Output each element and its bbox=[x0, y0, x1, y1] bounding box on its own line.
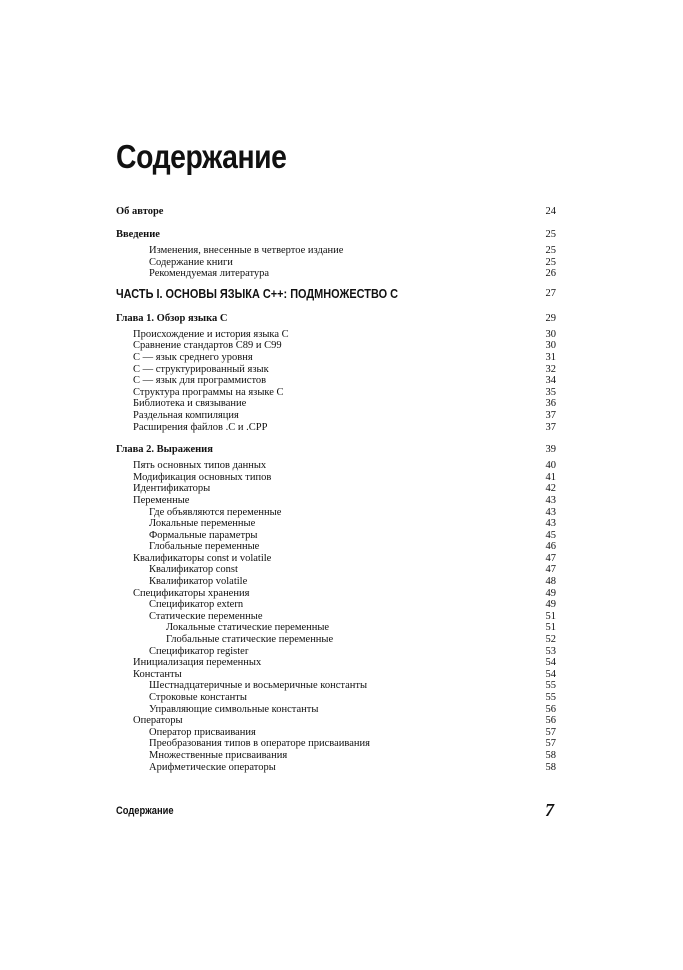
toc-entry-title: Переменные bbox=[133, 494, 190, 506]
toc-entry-title: Спецификатор extern bbox=[149, 599, 244, 611]
toc-entry[interactable] bbox=[116, 669, 556, 681]
toc-entry-title: Оператор присваивания bbox=[149, 726, 256, 738]
toc-entry[interactable] bbox=[116, 387, 556, 399]
toc-entry[interactable] bbox=[116, 611, 556, 623]
toc-entry-page: 31 bbox=[545, 351, 556, 363]
toc-entry-page: 55 bbox=[545, 692, 556, 703]
toc-entry-page: 43 bbox=[545, 506, 556, 518]
toc-entry-page: 43 bbox=[545, 518, 556, 530]
toc-entry[interactable] bbox=[116, 715, 556, 727]
toc-entry[interactable] bbox=[116, 375, 556, 387]
page-title: Содержание bbox=[116, 138, 287, 175]
toc-entry-page: 37 bbox=[545, 409, 556, 421]
toc-entry-title: Константы bbox=[133, 668, 182, 680]
toc-entry-title: C — язык среднего уровня bbox=[133, 351, 253, 363]
toc-entry-title: Арифметические операторы bbox=[149, 761, 276, 773]
toc-entry-page: 49 bbox=[545, 599, 556, 611]
toc-entry-title: Где объявляются переменные bbox=[149, 506, 282, 518]
toc-entry[interactable] bbox=[116, 727, 556, 739]
toc-entry-title: Изменения, внесенные в четвертое издание bbox=[149, 245, 344, 256]
toc-entry[interactable] bbox=[116, 692, 556, 704]
toc-entry-title: Введение bbox=[116, 229, 160, 240]
toc-chapter-heading[interactable] bbox=[116, 312, 556, 325]
toc-entry-title: Формальные параметры bbox=[149, 529, 258, 541]
toc-entry-page: 47 bbox=[545, 564, 556, 576]
toc-entry-page: 51 bbox=[545, 610, 556, 622]
toc-entry-page: 43 bbox=[545, 494, 556, 506]
toc-entry[interactable] bbox=[116, 422, 556, 434]
toc-entry-page: 29 bbox=[545, 312, 556, 324]
toc-entry-title: Квалификатор const bbox=[149, 564, 238, 576]
toc-entry-page: 25 bbox=[545, 229, 556, 240]
toc-entry[interactable] bbox=[116, 646, 556, 658]
toc-entry-title: Об авторе bbox=[116, 206, 164, 217]
toc-entry-title: C — структурированный язык bbox=[133, 363, 269, 375]
toc-entry-title: Раздельная компиляция bbox=[133, 409, 239, 421]
toc-entry-title: ЧАСТЬ I. ОСНОВЫ ЯЗЫКА C++: ПОДМНОЖЕСТВО C bbox=[116, 285, 398, 301]
toc-entry[interactable] bbox=[116, 750, 556, 762]
toc-entry[interactable] bbox=[116, 704, 556, 716]
toc-entry-page: 53 bbox=[545, 645, 556, 657]
toc-entry-page: 45 bbox=[545, 529, 556, 541]
toc-entry[interactable] bbox=[116, 364, 556, 376]
toc-entry-page: 48 bbox=[545, 576, 556, 588]
toc-entry-title: Сравнение стандартов C89 и C99 bbox=[133, 340, 282, 352]
toc-entry-title: Идентификаторы bbox=[133, 483, 211, 495]
toc-entry-about-author[interactable] bbox=[116, 206, 556, 218]
toc-entry-title: Модификация основных типов bbox=[133, 471, 272, 483]
toc-entry-title: Пять основных типов данных bbox=[133, 460, 267, 472]
toc-entry-page: 26 bbox=[545, 268, 556, 280]
toc-entry-page: 47 bbox=[545, 552, 556, 564]
toc-entry[interactable] bbox=[116, 268, 556, 280]
toc-entry-page: 57 bbox=[545, 726, 556, 738]
toc-entry-title: Шестнадцатеричные и восьмеричные константы bbox=[149, 680, 367, 692]
toc-entry[interactable] bbox=[116, 257, 556, 269]
toc-entry[interactable] bbox=[116, 738, 556, 750]
toc-entry-page: 32 bbox=[545, 363, 556, 375]
toc-entry-title: Спецификаторы хранения bbox=[133, 587, 250, 599]
toc-entry[interactable] bbox=[116, 460, 556, 472]
table-of-contents bbox=[116, 200, 556, 773]
toc-entry[interactable] bbox=[116, 657, 556, 669]
toc-entry[interactable] bbox=[116, 340, 556, 352]
toc-entry-page: 42 bbox=[545, 483, 556, 495]
toc-entry-page: 58 bbox=[545, 749, 556, 761]
toc-entry[interactable] bbox=[116, 410, 556, 422]
toc-entry-title: Квалификатор volatile bbox=[149, 576, 248, 588]
toc-entry[interactable] bbox=[116, 576, 556, 588]
toc-entry-page: 39 bbox=[545, 444, 556, 456]
toc-entry-page: 37 bbox=[545, 421, 556, 433]
toc-entry-page: 25 bbox=[545, 245, 556, 256]
toc-entry[interactable] bbox=[116, 634, 556, 646]
toc-entry-page: 35 bbox=[545, 386, 556, 398]
toc-entry-title: Глобальные переменные bbox=[149, 541, 260, 553]
toc-entry[interactable] bbox=[116, 245, 556, 257]
toc-entry-title: Библиотека и связывание bbox=[133, 398, 247, 410]
toc-entry[interactable] bbox=[116, 541, 556, 553]
toc-entry-page: 55 bbox=[545, 680, 556, 692]
toc-entry-page: 57 bbox=[545, 738, 556, 750]
toc-entry-page: 25 bbox=[545, 256, 556, 268]
toc-entry[interactable] bbox=[116, 495, 556, 507]
toc-entry-page: 34 bbox=[545, 375, 556, 387]
toc-entry-title: Глава 2. Выражения bbox=[116, 444, 213, 456]
toc-entry[interactable] bbox=[116, 472, 556, 484]
toc-entry-title: Глава 1. Обзор языка C bbox=[116, 312, 228, 324]
toc-entry[interactable] bbox=[116, 622, 556, 634]
toc-entry-title: C — язык для программистов bbox=[133, 375, 267, 387]
toc-entry[interactable] bbox=[116, 553, 556, 565]
toc-entry[interactable] bbox=[116, 398, 556, 410]
toc-entry-page: 30 bbox=[545, 340, 556, 352]
toc-entry-page: 40 bbox=[545, 460, 556, 472]
toc-entry-title: Глобальные статические переменные bbox=[166, 634, 334, 646]
toc-entry-title: Структура программы на языке C bbox=[133, 386, 284, 398]
toc-entry[interactable] bbox=[116, 483, 556, 495]
toc-entry-page: 30 bbox=[545, 328, 556, 340]
toc-entry-title: Управляющие символьные константы bbox=[149, 703, 319, 715]
toc-entry-title: Множественные присваивания bbox=[149, 749, 288, 761]
toc-entry-page: 41 bbox=[545, 471, 556, 483]
toc-entry-title: Преобразования типов в операторе присваивания bbox=[149, 738, 370, 750]
toc-entry-page: 36 bbox=[545, 398, 556, 410]
toc-entry-page: 27 bbox=[545, 287, 556, 299]
toc-entry[interactable] bbox=[116, 530, 556, 542]
toc-entry-page: 51 bbox=[545, 622, 556, 634]
toc-entry-page: 24 bbox=[545, 206, 556, 217]
toc-entry[interactable] bbox=[116, 507, 556, 519]
toc-entry-page: 52 bbox=[545, 634, 556, 646]
toc-entry-page: 56 bbox=[545, 703, 556, 715]
toc-entry-title: Рекомендуемая литература bbox=[149, 268, 270, 280]
toc-entry[interactable] bbox=[116, 564, 556, 576]
toc-entry-title: Локальные переменные bbox=[149, 518, 256, 530]
toc-entry[interactable] bbox=[116, 588, 556, 600]
toc-entry-page: 54 bbox=[545, 657, 556, 669]
toc-entry-title: Происхождение и история языка C bbox=[133, 328, 289, 340]
toc-entry-title: Расширения файлов .C и .CPP bbox=[133, 421, 268, 433]
toc-entry-title: Спецификатор register bbox=[149, 645, 249, 657]
toc-entry-title: Операторы bbox=[133, 715, 183, 727]
toc-entry-title: Квалификаторы const и volatile bbox=[133, 552, 272, 564]
toc-entry-title: Строковые константы bbox=[149, 692, 247, 703]
toc-entry-title: Локальные статические переменные bbox=[166, 622, 330, 634]
toc-entry-page: 49 bbox=[545, 587, 556, 599]
toc-entry[interactable] bbox=[116, 329, 556, 341]
toc-entry[interactable] bbox=[116, 599, 556, 611]
toc-entry-title: Содержание книги bbox=[149, 256, 233, 268]
toc-entry-page: 56 bbox=[545, 715, 556, 727]
toc-entry-title: Инициализация переменных bbox=[133, 657, 262, 669]
toc-entry-title: Статические переменные bbox=[149, 610, 263, 622]
toc-entry-page: 46 bbox=[545, 541, 556, 553]
toc-chapter-heading[interactable] bbox=[116, 443, 556, 456]
toc-entry-page: 54 bbox=[545, 668, 556, 680]
footer-page-number: 7 bbox=[545, 800, 554, 820]
toc-entry[interactable] bbox=[116, 762, 556, 774]
toc-part-heading[interactable] bbox=[116, 286, 556, 302]
footer-running-title: Содержание bbox=[116, 805, 174, 817]
toc-entry[interactable] bbox=[116, 680, 556, 692]
toc-entry[interactable] bbox=[116, 518, 556, 530]
toc-entry-introduction[interactable] bbox=[116, 229, 556, 241]
toc-entry-page: 58 bbox=[545, 761, 556, 773]
toc-entry[interactable] bbox=[116, 352, 556, 364]
